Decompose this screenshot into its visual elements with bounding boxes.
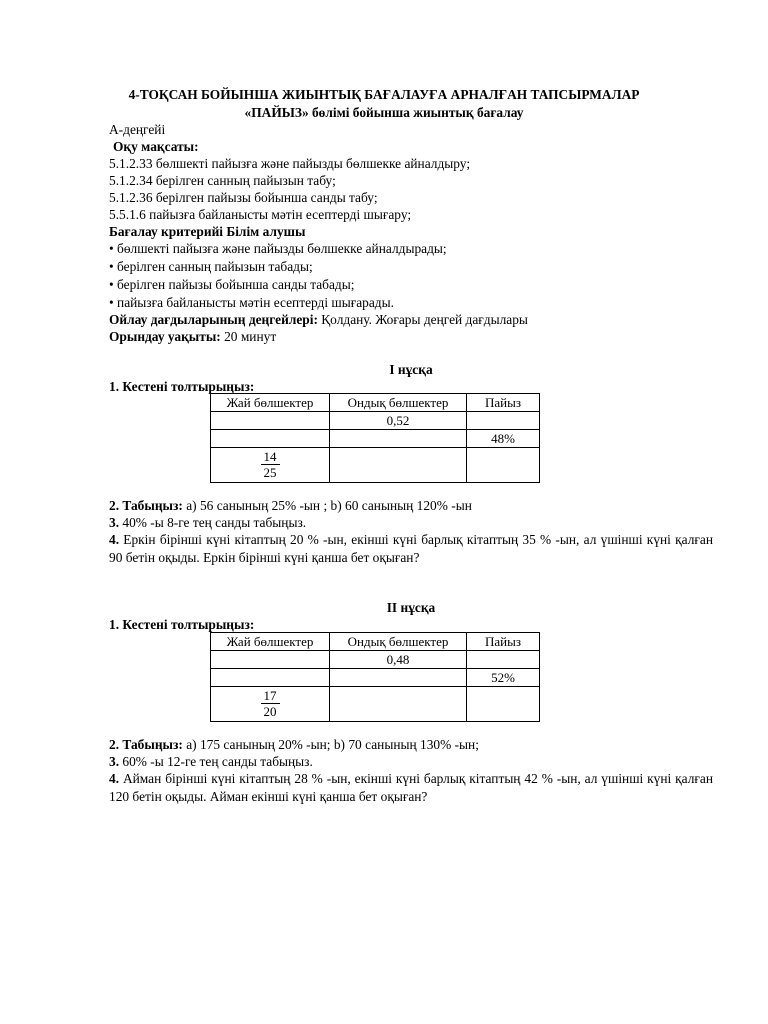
table-cell [467, 687, 540, 722]
variant-1-title: І нұсқа [389, 362, 433, 377]
criteria-item: • пайызға байланысты мәтін есептерді шығарады. [109, 295, 394, 310]
level-label: А-деңгейі [109, 122, 166, 137]
criteria-item: • берілген санның пайызын табады; [109, 259, 313, 274]
table-cell [467, 651, 540, 669]
table-cell [467, 448, 540, 483]
variant-1-table [210, 393, 540, 483]
fraction-cell [211, 687, 330, 722]
fraction-denominator: 25 [263, 465, 277, 480]
variant-1-task-2: 2. Табыңыз: a) 56 санының 25% -ын ; b) 60 санының 120% -ын [109, 498, 472, 513]
variant-1-task-3: 3. 40% -ы 8-ге тең санды табыңыз. [109, 515, 307, 530]
fraction [261, 449, 280, 480]
variant-1-task-1: 1. Кестені толтырыңыз: [109, 379, 255, 394]
table-header: Пайыз [467, 633, 540, 651]
table-cell [211, 651, 330, 669]
fraction [261, 688, 280, 719]
thinking-levels: Ойлау дағдыларының деңгейлері: Қолдану. Жоғары деңгей дағдылары [109, 312, 528, 327]
objectives-heading: Оқу мақсаты: [113, 139, 199, 154]
table-cell: 52% [467, 669, 540, 687]
fraction-denominator: 20 [263, 704, 277, 719]
objective-item: 5.1.2.33 бөлшекті пайызға және пайызды бөлшекке айналдыру; [109, 156, 471, 171]
fraction-cell [211, 448, 330, 483]
table-cell [211, 669, 330, 687]
criteria-item: • бөлшекті пайызға және пайызды бөлшекке айналдырады; [109, 241, 447, 256]
variant-2-table [210, 632, 540, 722]
table-header: Жай бөлшектер [211, 394, 330, 412]
variant-2-task-2: 2. Табыңыз: a) 175 санының 20% -ын; b) 70 санының 130% -ын; [109, 737, 479, 752]
variant-2-title: ІІ нұсқа [386, 600, 436, 615]
table-cell [330, 430, 467, 448]
page-title: 4-ТОҚСАН БОЙЫНША ЖИЫНТЫҚ БАҒАЛАУҒА АРНАЛҒАН ТАПСЫРМАЛАР [128, 87, 640, 102]
variant-1-task-4: 4. Еркін бірінші күні кітаптың 20 % -ын, екінші күні барлық кітаптың 35 % -ын, ал үшінші күні қалған 90 бетін оқыды. Еркін бірінші күні қанша бет оқыған? [109, 532, 713, 565]
variant-2-task-3: 3. 60% -ы 12-ге тең санды табыңыз. [109, 754, 313, 769]
execution-time: Орындау уақыты: 20 минут [109, 329, 277, 344]
objective-item: 5.1.2.34 берілген санның пайызын табу; [109, 173, 336, 188]
table-cell [330, 687, 467, 722]
table-header: Пайыз [467, 394, 540, 412]
table-cell [211, 412, 330, 430]
table-header: Жай бөлшектер [211, 633, 330, 651]
table-cell [211, 430, 330, 448]
table-header: Ондық бөлшектер [330, 394, 467, 412]
table-cell [330, 448, 467, 483]
table-cell: 48% [467, 430, 540, 448]
table-cell: 0,52 [330, 412, 467, 430]
table-cell [467, 412, 540, 430]
table-cell [330, 669, 467, 687]
objective-item: 5.1.2.36 берілген пайызы бойынша санды табу; [109, 190, 378, 205]
page-subtitle: «ПАЙЫЗ» бөлімі бойынша жиынтық бағалау [244, 105, 524, 120]
table-header: Ондық бөлшектер [330, 633, 467, 651]
variant-2-task-1: 1. Кестені толтырыңыз: [109, 617, 255, 632]
fraction-numerator: 17 [261, 688, 280, 704]
criteria-item: • берілген пайызы бойынша санды табады; [109, 277, 355, 292]
variant-2-task-4: 4. Айман бірінші күні кітаптың 28 % -ын, екінші күні барлық кітаптың 42 % -ын, ал үшінші күні қалған 120 бетін оқыды. Айман екінші күні қанша бет оқыған? [109, 771, 713, 804]
table-cell: 0,48 [330, 651, 467, 669]
fraction-numerator: 14 [261, 449, 280, 465]
objective-item: 5.5.1.6 пайызға байланысты мәтін есептерді шығару; [109, 207, 412, 222]
criteria-heading: Бағалау критерийі Білім алушы [109, 224, 306, 239]
